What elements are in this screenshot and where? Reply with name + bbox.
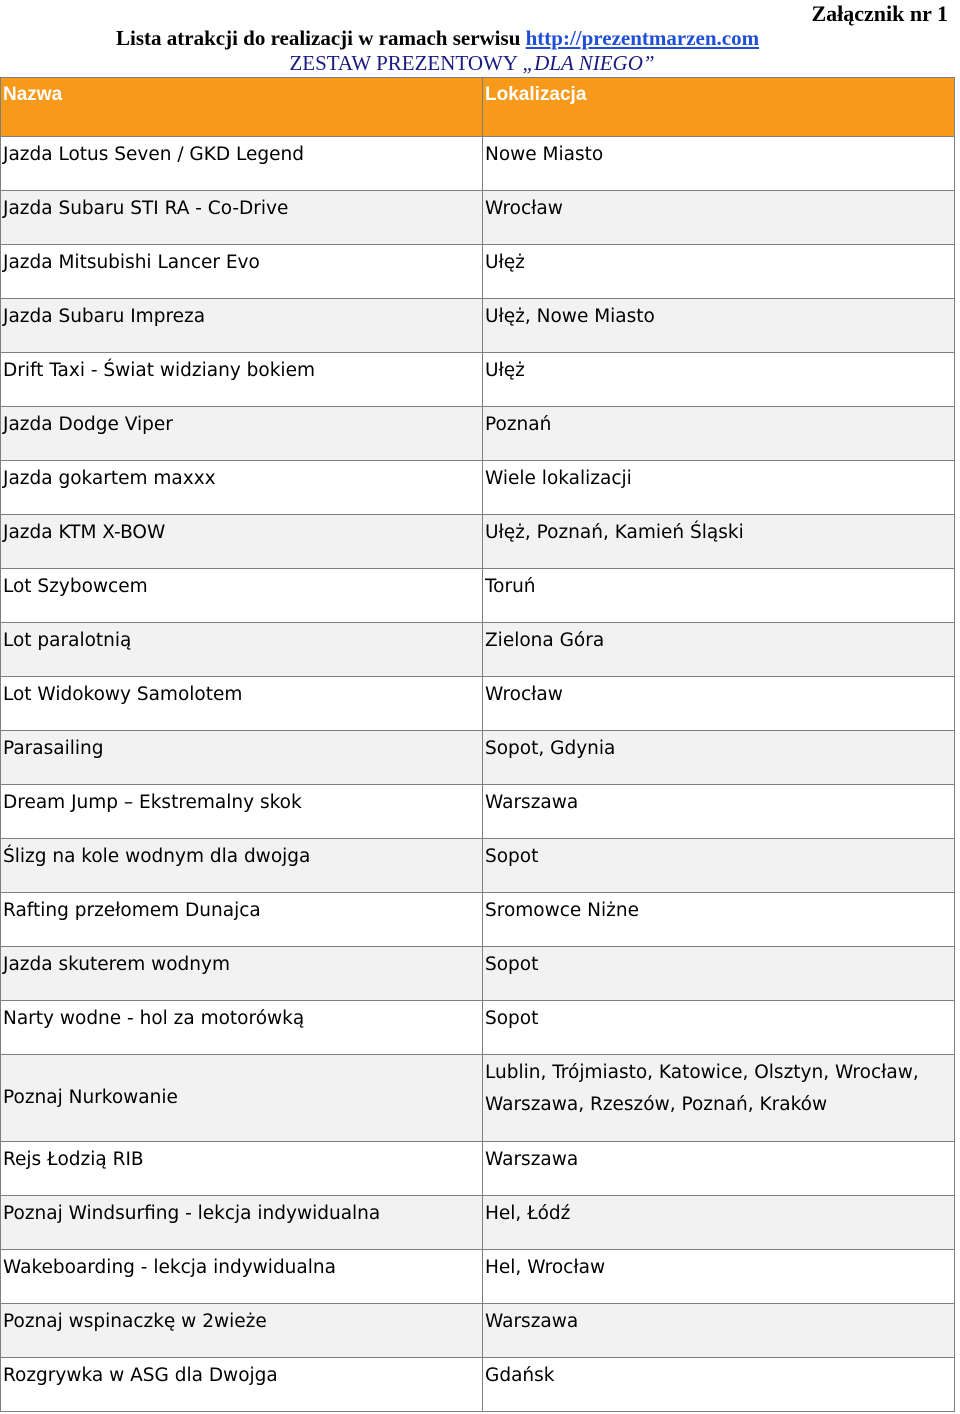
table-row <box>1 623 955 677</box>
cell-name: Jazda Lotus Seven / GKD Legend <box>1 137 483 191</box>
table-row <box>1 731 955 785</box>
cell-name: Jazda Mitsubishi Lancer Evo <box>1 245 483 299</box>
table-row <box>1 1358 955 1412</box>
table-row <box>1 299 955 353</box>
cell-location: Hel, Wrocław <box>483 1250 955 1304</box>
table-row <box>1 785 955 839</box>
table-row <box>1 1304 955 1358</box>
cell-name: Wakeboarding - lekcja indywidualna <box>1 1250 483 1304</box>
cell-location: Sopot, Gdynia <box>483 731 955 785</box>
table-row <box>1 569 955 623</box>
cell-location: Ułęż <box>483 245 955 299</box>
cell-location: Warszawa <box>483 1142 955 1196</box>
table-row <box>1 515 955 569</box>
cell-name: Rejs Łodzią RIB <box>1 1142 483 1196</box>
cell-location: Sopot <box>483 947 955 1001</box>
cell-name: Lot Widokowy Samolotem <box>1 677 483 731</box>
cell-location: Sopot <box>483 1001 955 1055</box>
table-row <box>1 839 955 893</box>
cell-location: Ułęż, Poznań, Kamień Śląski <box>483 515 955 569</box>
cell-location: Wiele lokalizacji <box>483 461 955 515</box>
cell-name: Poznaj wspinaczkę w 2wieże <box>1 1304 483 1358</box>
table-header-row <box>1 78 955 137</box>
table-row <box>1 461 955 515</box>
table-row <box>1 1055 955 1142</box>
table-row <box>1 1142 955 1196</box>
attachment-label: Załącznik nr 1 <box>811 1 948 26</box>
cell-name: Ślizg na kole wodnym dla dwojga <box>1 839 483 893</box>
table-row <box>1 191 955 245</box>
cell-name: Jazda Subaru STI RA - Co-Drive <box>1 191 483 245</box>
cell-location: Warszawa <box>483 1304 955 1358</box>
cell-name: Rafting przełomem Dunajca <box>1 893 483 947</box>
cell-location: Sromowce Niżne <box>483 893 955 947</box>
table-row <box>1 1250 955 1304</box>
cell-name: Narty wodne - hol za motorówką <box>1 1001 483 1055</box>
table-row <box>1 1196 955 1250</box>
cell-location: Gdańsk <box>483 1358 955 1412</box>
cell-name: Jazda skuterem wodnym <box>1 947 483 1001</box>
cell-name: Jazda KTM X-BOW <box>1 515 483 569</box>
table-row <box>1 1001 955 1055</box>
cell-location: Zielona Góra <box>483 623 955 677</box>
column-header-location: Lokalizacja <box>483 78 955 137</box>
page-title <box>116 26 759 51</box>
table-row <box>1 245 955 299</box>
cell-name: Lot Szybowcem <box>1 569 483 623</box>
cell-name: Lot paralotnią <box>1 623 483 677</box>
cell-location: Ułęż <box>483 353 955 407</box>
column-header-name: Nazwa <box>1 78 483 137</box>
cell-name: Parasailing <box>1 731 483 785</box>
cell-name: Rozgrywka w ASG dla Dwojga <box>1 1358 483 1412</box>
cell-location: Wrocław <box>483 677 955 731</box>
cell-name: Drift Taxi - Świat widziany bokiem <box>1 353 483 407</box>
attractions-table <box>0 77 955 1412</box>
table-row <box>1 353 955 407</box>
cell-location: Wrocław <box>483 191 955 245</box>
table-row <box>1 947 955 1001</box>
cell-location: Poznań <box>483 407 955 461</box>
cell-name: Jazda Subaru Impreza <box>1 299 483 353</box>
table-row <box>1 137 955 191</box>
cell-location: Sopot <box>483 839 955 893</box>
table-row <box>1 893 955 947</box>
cell-name: Jazda gokartem maxxx <box>1 461 483 515</box>
title-text: Lista atrakcji do realizacji w ramach serwisu <box>116 26 526 50</box>
subtitle-text: ZESTAW PREZENTOWY <box>289 51 523 75</box>
cell-location: Warszawa <box>483 785 955 839</box>
cell-name: Poznaj Windsurfing - lekcja indywidualna <box>1 1196 483 1250</box>
cell-location: Lublin, Trójmiasto, Katowice, Olsztyn, Wrocław, Warszawa, Rzeszów, Poznań, Kraków <box>483 1055 955 1142</box>
cell-name: Dream Jump – Ekstremalny skok <box>1 785 483 839</box>
subtitle-italic: „DLA NIEGO” <box>522 51 655 75</box>
table-row <box>1 677 955 731</box>
cell-name: Jazda Dodge Viper <box>1 407 483 461</box>
cell-name: Poznaj Nurkowanie <box>1 1055 483 1142</box>
subtitle <box>0 51 944 76</box>
table-row <box>1 407 955 461</box>
cell-location: Nowe Miasto <box>483 137 955 191</box>
cell-location: Toruń <box>483 569 955 623</box>
cell-location: Hel, Łódź <box>483 1196 955 1250</box>
site-link[interactable]: http://prezentmarzen.com <box>525 26 760 50</box>
cell-location: Ułęż, Nowe Miasto <box>483 299 955 353</box>
